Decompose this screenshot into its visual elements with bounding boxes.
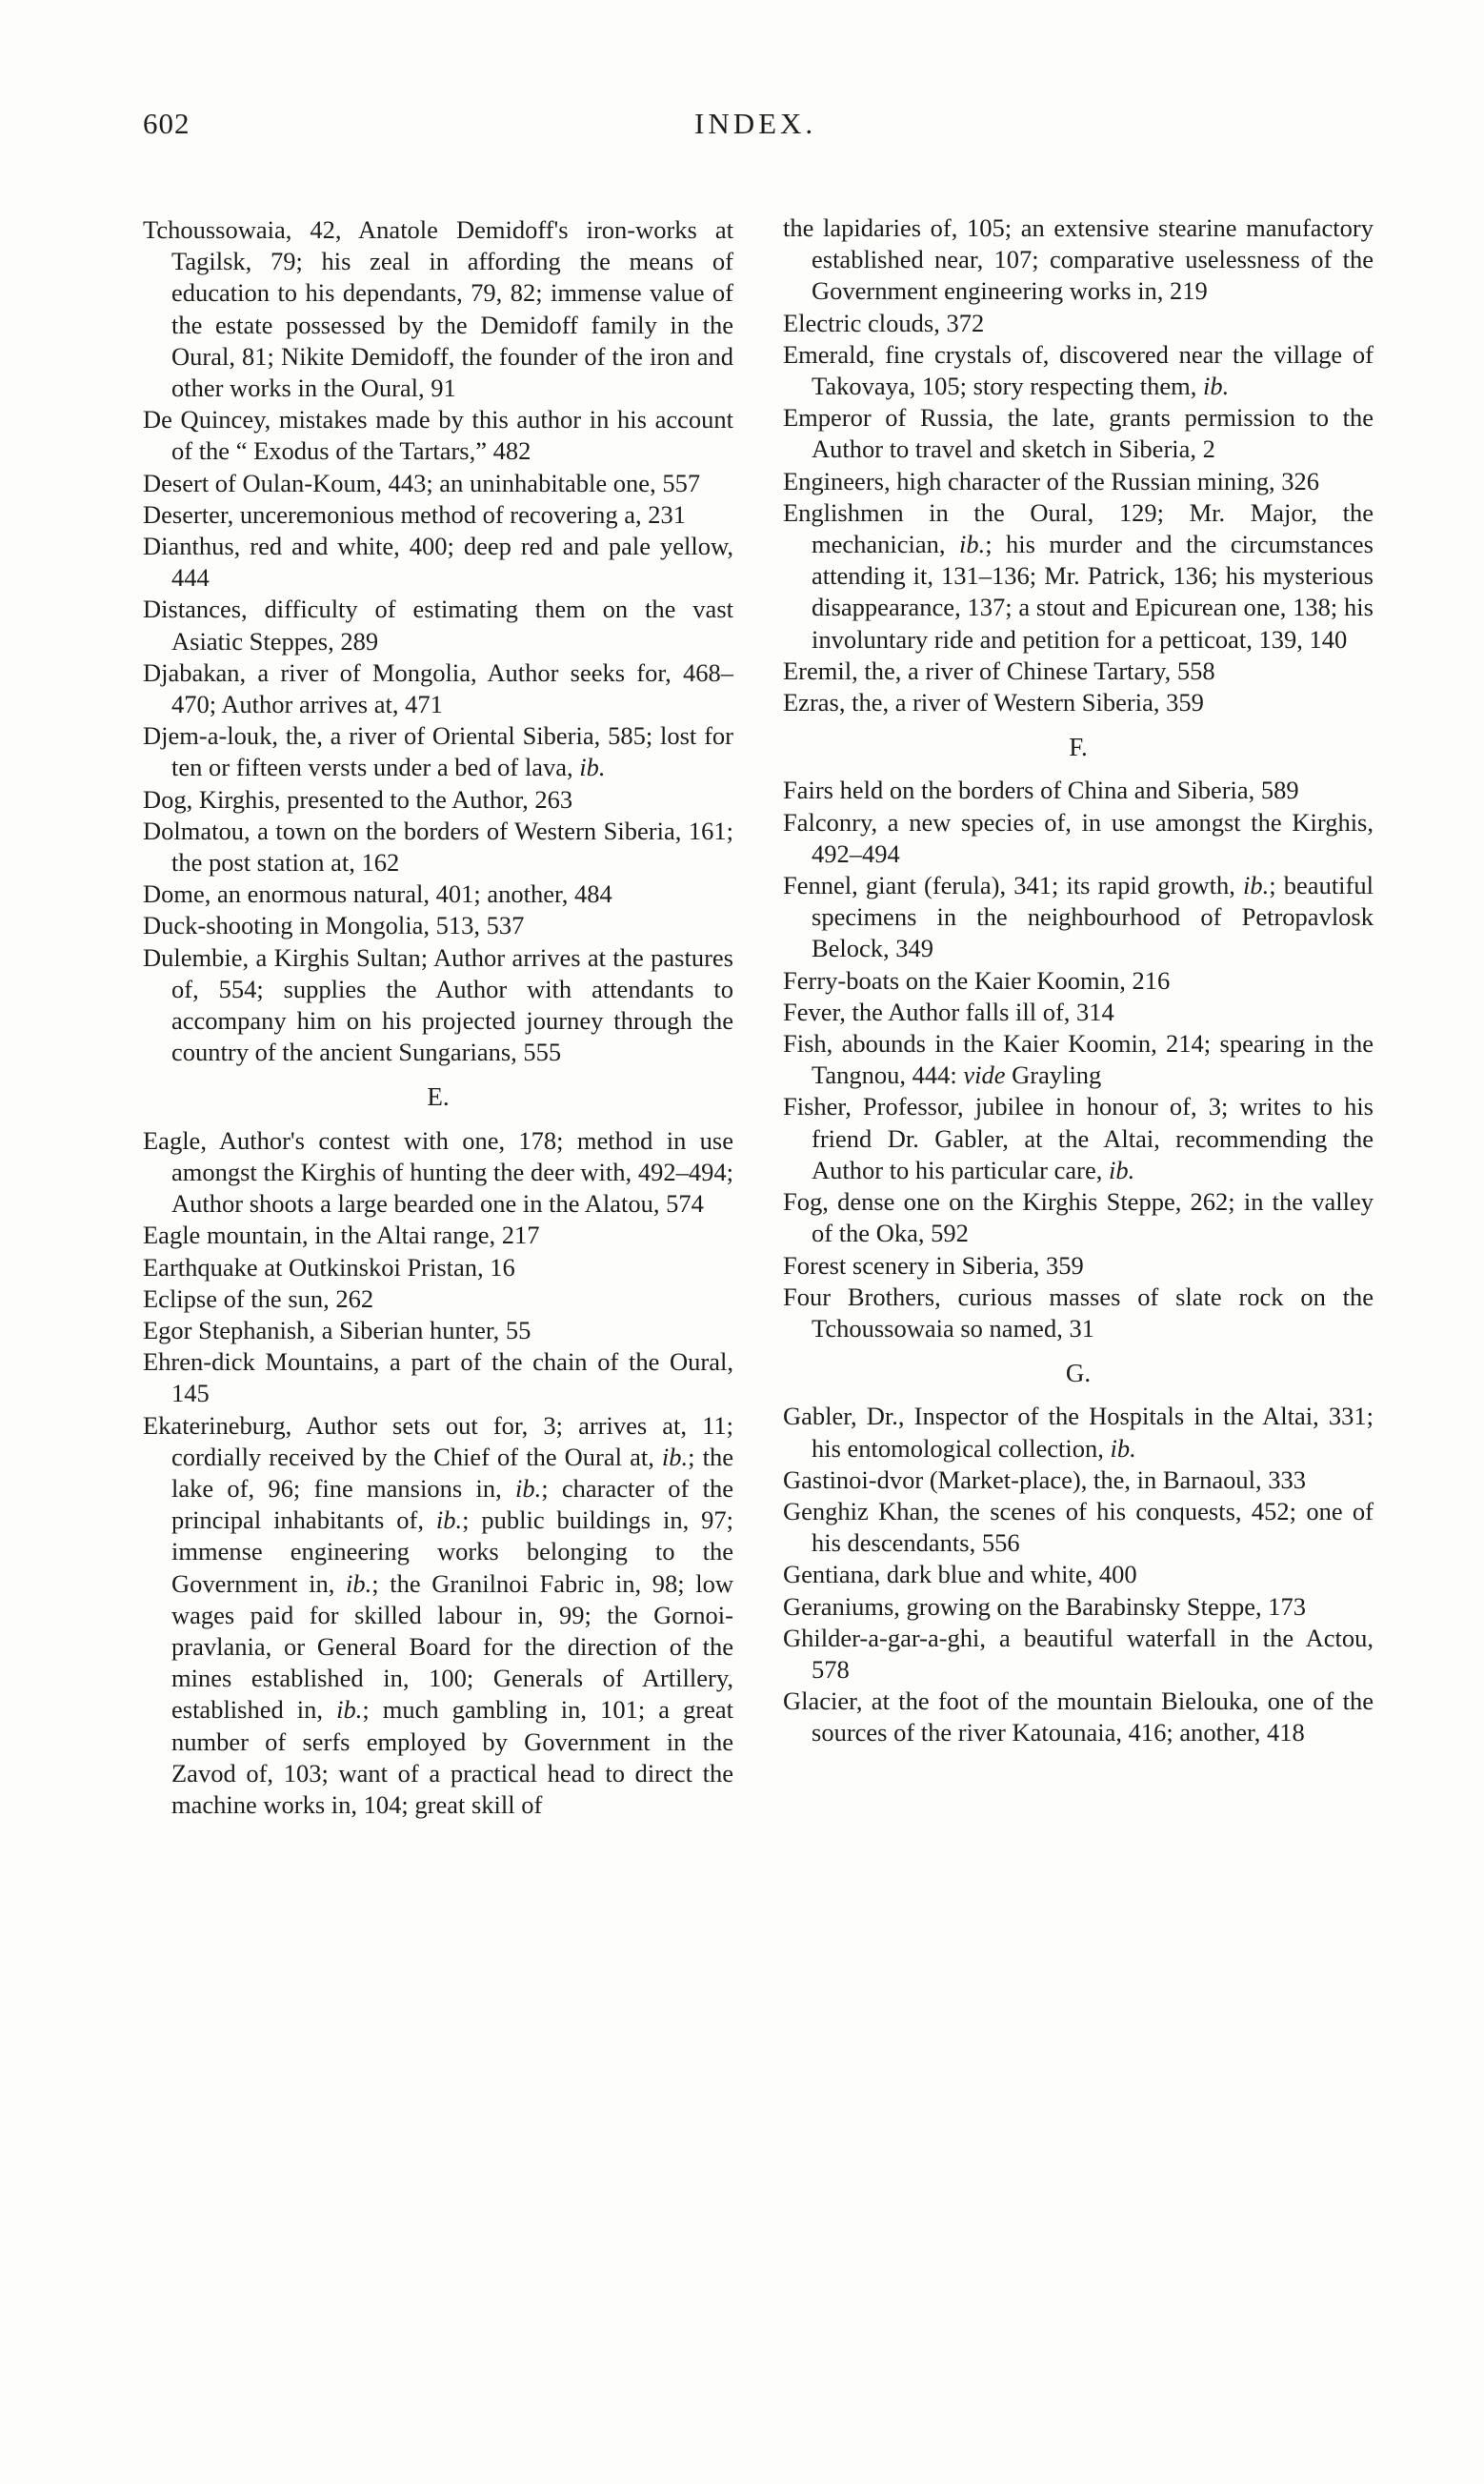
index-entry: Tchoussowaia, 42, Anatole Demidoff's iron-works at Tagilsk, 79; his zeal in affording the means of education to his dependants, 79, 82; immense value of the estate possessed by the Demidoff family in the Oural, 81; Nikite Demidoff, the founder of the iron and other works in the Oural, 91 [143, 215, 733, 403]
index-entry: Dome, an enormous natural, 401; another, 484 [143, 879, 612, 909]
index-entry: Dog, Kirghis, presented to the Author, 263 [143, 784, 573, 814]
index-entry: Fisher, Professor, jubilee in honour of, 3; writes to his friend Dr. Gabler, at the Altai, recommending the Author to his particular care, ib. [783, 1092, 1374, 1184]
running-head: INDEX. [694, 107, 817, 140]
index-entry: De Quincey, mistakes made by this author in his account of the “ Exodus of the Tartars,” 482 [143, 405, 733, 466]
index-entry: Geraniums, growing on the Barabinsky Steppe, 173 [783, 1591, 1307, 1621]
index-entry: Genghiz Khan, the scenes of his conquests, 452; one of his descendants, 556 [783, 1496, 1374, 1558]
index-entry: Desert of Oulan-Koum, 443; an uninhabitable one, 557 [143, 468, 701, 497]
index-entry: the lapidaries of, 105; an extensive stearine manufactory established near, 107; comparative uselessness of the Government engineering works in, 219 [783, 213, 1374, 306]
index-entry: Fairs held on the borders of China and Siberia, 589 [783, 776, 1299, 805]
index-entry: Dianthus, red and white, 400; deep red and pale yellow, 444 [143, 532, 733, 593]
index-entry: Electric clouds, 372 [783, 308, 985, 337]
index-entry: Dolmatou, a town on the borders of Western Siberia, 161; the post station at, 162 [143, 816, 733, 878]
index-entry: Dulembie, a Kirghis Sultan; Author arrives at the pastures of, 554; supplies the Author with attendants to accompany him on his projected journey through the country of the ancient Sungarians, 555 [143, 942, 733, 1067]
index-column-right [783, 212, 1374, 1749]
index-entry: Emerald, fine crystals of, discovered near the village of Takovaya, 105; story respecting them, ib. [783, 339, 1374, 401]
index-column-left [143, 214, 733, 1821]
index-entry: Gastinoi-dvor (Market-place), the, in Barnaoul, 333 [783, 1464, 1306, 1494]
index-entry: Engineers, high character of the Russian mining, 326 [783, 466, 1319, 495]
index-entry: Englishmen in the Oural, 129; Mr. Major, the mechanician, ib.; his murder and the circumstances attending it, 131–136; Mr. Patrick, 136; his mysterious disappearance, 137; a stout and Epicurean one, 138; his involuntary ride and petition for a petticoat, 139, 140 [783, 497, 1374, 654]
section-letter-heading: G. [1065, 1359, 1092, 1388]
index-entry: Eagle, Author's contest with one, 178; method in use amongst the Kirghis of hunting the deer with, 492–494; Author shoots a large bearded one in the Alatou, 574 [143, 1125, 733, 1219]
index-entry: Four Brothers, curious masses of slate rock on the Tchoussowaia so named, 31 [783, 1282, 1374, 1343]
index-entry: Ferry-boats on the Kaier Koomin, 216 [783, 965, 1171, 995]
index-entry: Duck-shooting in Mongolia, 513, 537 [143, 911, 525, 940]
index-entry: Ghilder-a-gar-a-ghi, a beautiful waterfall in the Actou, 578 [783, 1623, 1374, 1684]
index-entry: Eremil, the, a river of Chinese Tartary, 558 [783, 656, 1215, 685]
index-entry: Ezras, the, a river of Western Siberia, 359 [783, 688, 1204, 717]
index-entry: Fever, the Author falls ill of, 314 [783, 997, 1114, 1026]
page-number: 602 [143, 107, 191, 140]
index-entry: Fog, dense one on the Kirghis Steppe, 262; in the valley of the Oka, 592 [783, 1187, 1374, 1248]
index-entry: Deserter, unceremonious method of recovering a, 231 [143, 499, 686, 529]
index-entry: Emperor of Russia, the late, grants permission to the Author to travel and sketch in Siberia, 2 [783, 403, 1374, 464]
index-entry: Distances, difficulty of estimating them on the vast Asiatic Steppes, 289 [143, 595, 733, 656]
index-entry: Earthquake at Outkinskoi Pristan, 16 [143, 1252, 515, 1282]
index-entry: Egor Stephanish, a Siberian hunter, 55 [143, 1315, 531, 1344]
index-entry: Eagle mountain, in the Altai range, 217 [143, 1221, 540, 1250]
index-entry: Gentiana, dark blue and white, 400 [783, 1560, 1137, 1589]
index-entry: Ekaterineburg, Author sets out for, 3; arrives at, 11; cordially received by the Chief of the Oural at, ib.; the lake of, 96; fine mansions in, ib.; character of the principal inhabitants of, ib.; public buildings in, 97; immense engineering works belonging to the Government in, ib.; the Granilnoi Fabric in, 98; low wages paid for skilled labour in, 99; the Gornoi-pravlania, or General Board for the direction of the mines established in, 100; Generals of Artillery, established in, ib.; much gambling in, 101; a great number of serfs employed by Government in the Zavod of, 103; want of a practical head to direct the machine works in, 104; great skill of [143, 1410, 734, 1819]
index-entry: Gabler, Dr., Inspector of the Hospitals in the Altai, 331; his entomological collection, ib. [783, 1402, 1374, 1463]
index-entry: Fennel, giant (ferula), 341; its rapid growth, ib.; beautiful specimens in the neighbourhood of Petropavlosk Belock, 349 [783, 871, 1374, 963]
index-entry: Forest scenery in Siberia, 359 [783, 1250, 1084, 1280]
index-entry: Djabakan, a river of Mongolia, Author seeks for, 468–470; Author arrives at, 471 [143, 657, 733, 719]
section-letter-heading: E. [427, 1082, 450, 1112]
section-letter-heading: F. [1069, 733, 1088, 762]
index-entry: Eclipse of the sun, 262 [143, 1283, 374, 1313]
index-entry: Djem-a-louk, the, a river of Oriental Siberia, 585; lost for ten or fifteen versts under a bed of lava, ib. [143, 721, 733, 782]
index-entry: Glacier, at the foot of the mountain Bielouka, one of the sources of the river Katounaia, 416; another, 418 [783, 1686, 1374, 1747]
index-entry: Fish, abounds in the Kaier Koomin, 214; spearing in the Tangnou, 444: vide Grayling [783, 1029, 1374, 1090]
index-entry: Falconry, a new species of, in use amongst the Kirghis, 492–494 [783, 807, 1374, 868]
index-entry: Ehren-dick Mountains, a part of the chain of the Oural, 145 [143, 1347, 733, 1408]
